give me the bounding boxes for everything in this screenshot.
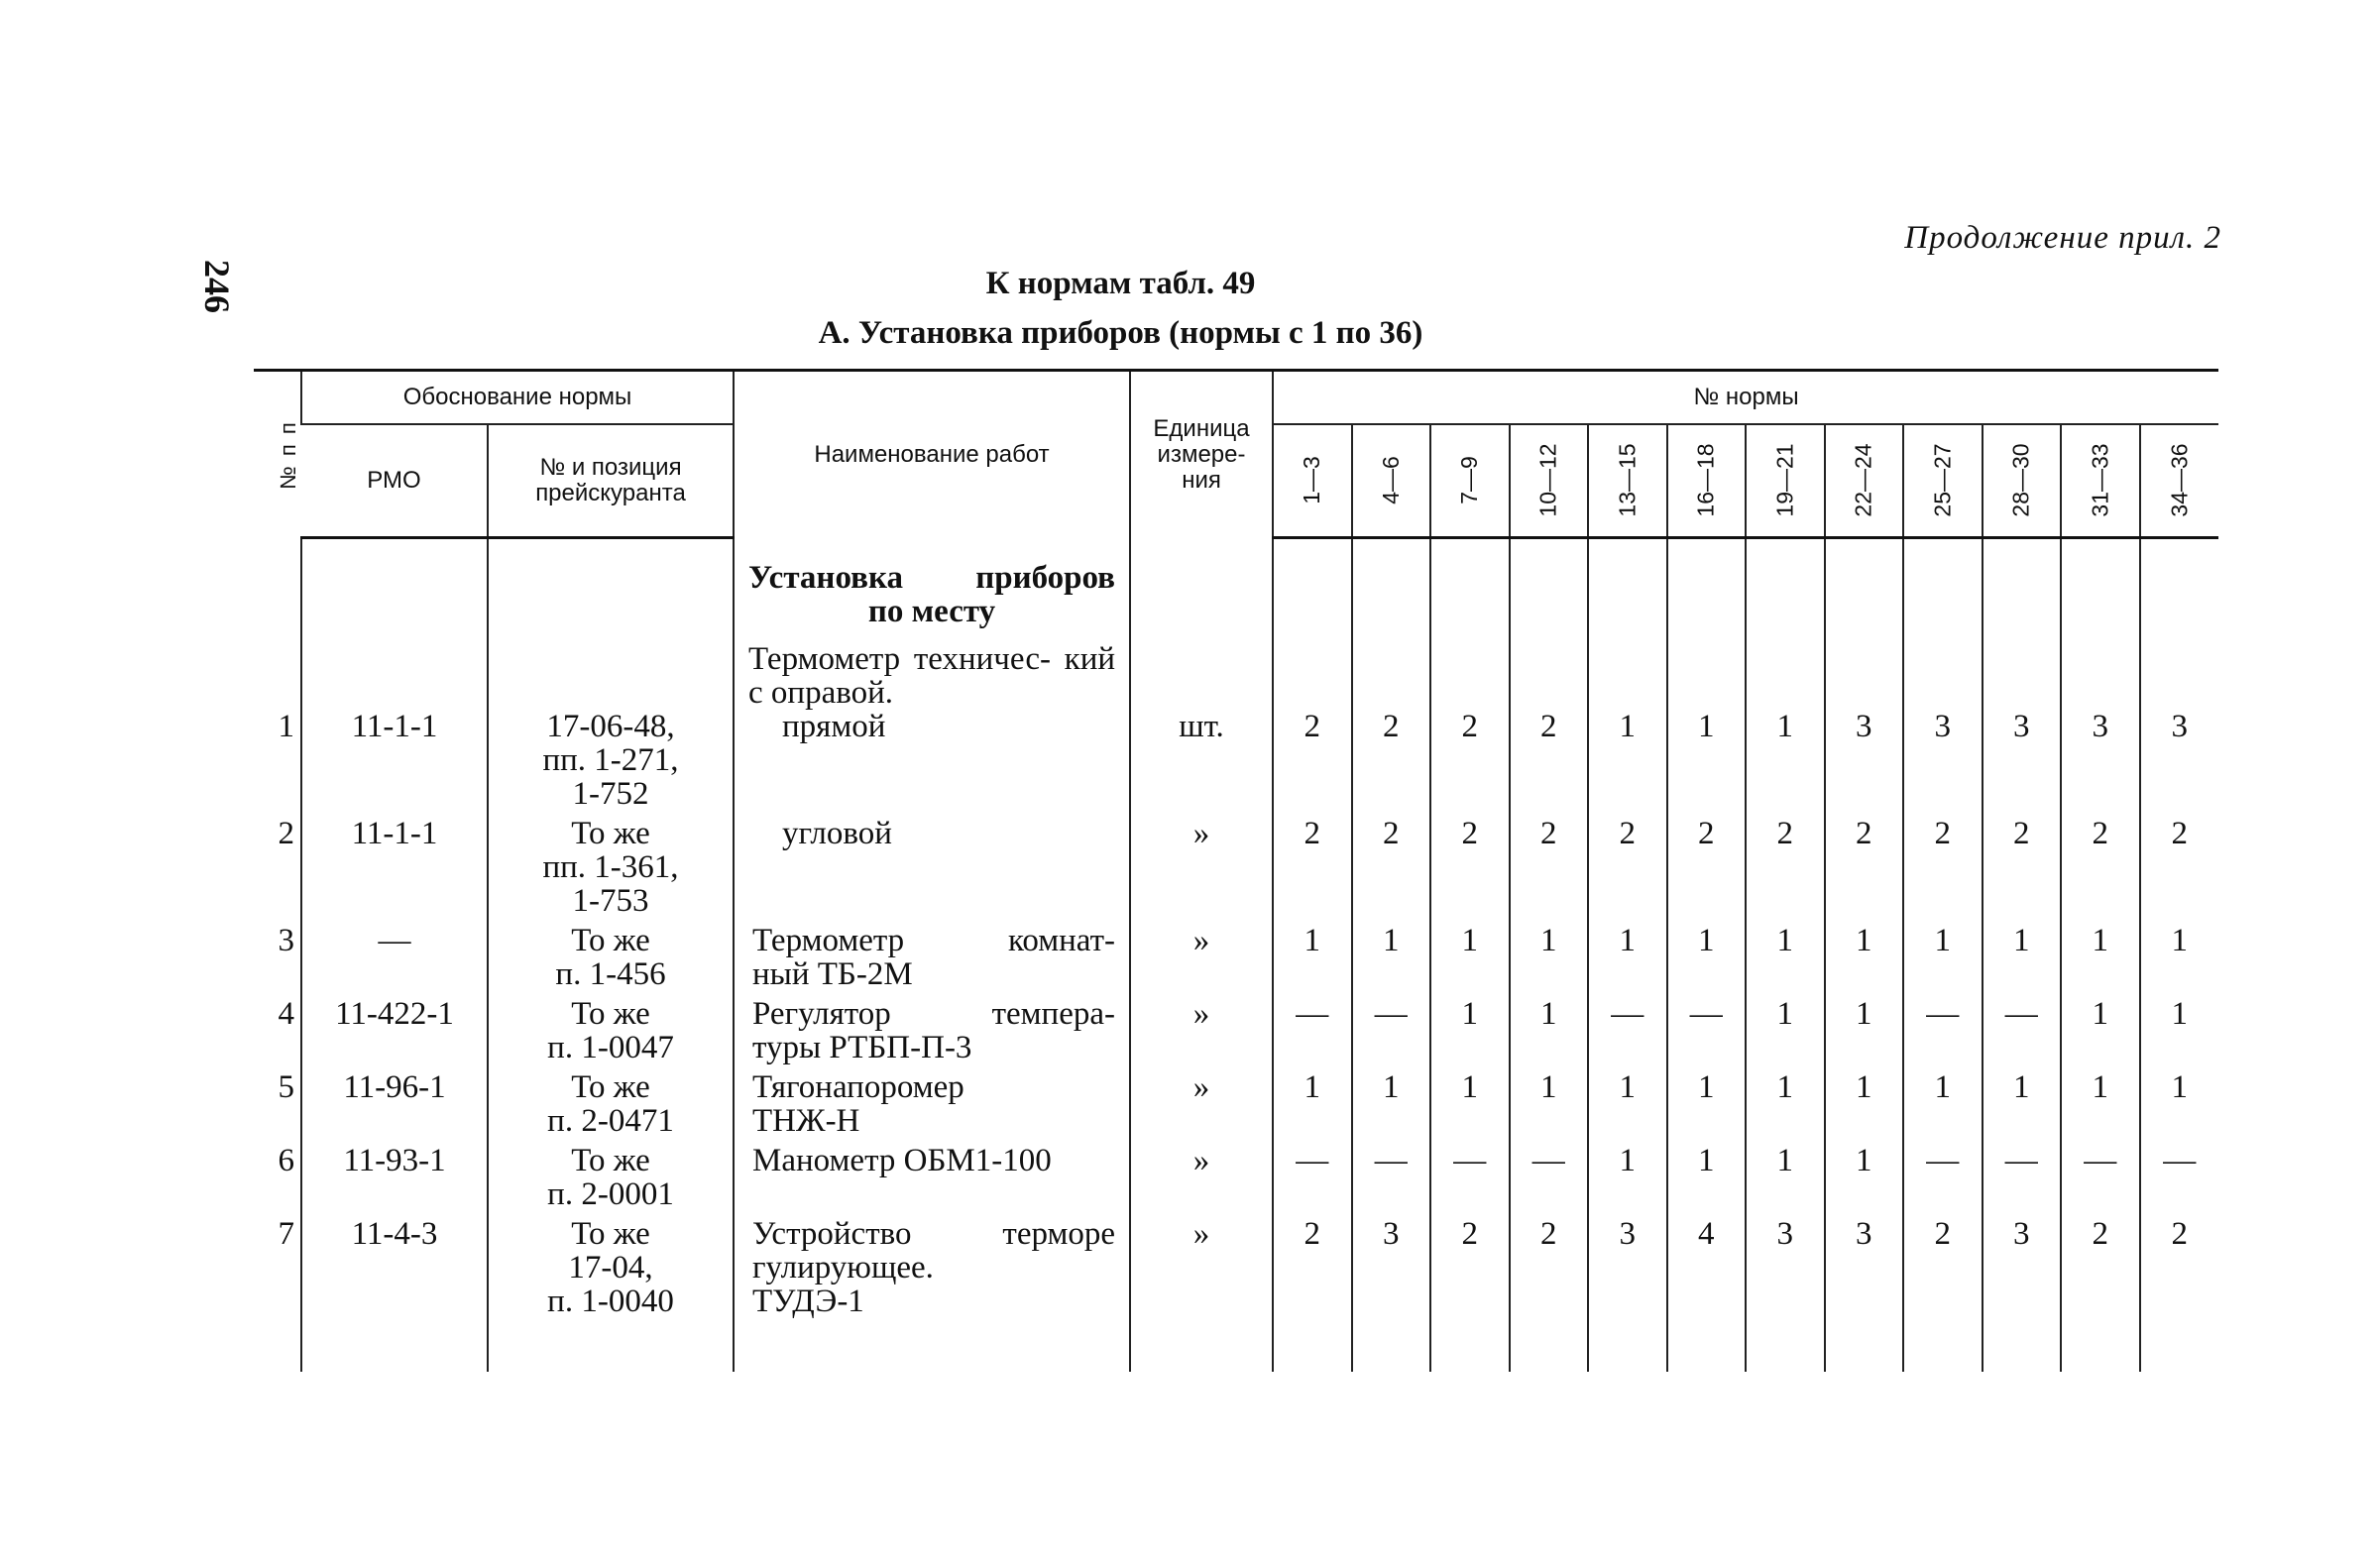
work-line: Устройство терморе	[752, 1216, 1116, 1252]
intro-line: Термометр техничес- кий с оправой.	[748, 641, 1116, 711]
norm-value: 2	[1510, 817, 1589, 924]
table-cell	[1352, 538, 1431, 562]
table-cell	[1903, 561, 1983, 710]
table-cell	[1510, 538, 1589, 562]
header-norm-col: 13—15	[1588, 424, 1667, 538]
norm-value: —	[1273, 1144, 1352, 1217]
norm-value: 1	[1352, 924, 1431, 997]
norm-value: 2	[1746, 817, 1825, 924]
price-position	[488, 710, 734, 817]
work-line: Регулятор темпера-	[752, 996, 1116, 1032]
table-body	[254, 538, 2218, 1373]
norm-value: —	[1903, 997, 1983, 1070]
norm-value: —	[1352, 1144, 1431, 1217]
norm-value: 1	[1352, 1070, 1431, 1144]
norm-value: 1	[2061, 924, 2140, 997]
work-line: ный ТБ-2М	[752, 956, 913, 992]
norm-value: 1	[1510, 997, 1589, 1070]
norm-value: 4	[1667, 1217, 1747, 1324]
table-cell	[488, 1324, 734, 1372]
norm-value: 3	[1825, 1217, 1904, 1324]
table-cell	[1510, 1324, 1589, 1372]
norm-value: 1	[2140, 997, 2219, 1070]
norm-value: 1	[1746, 1144, 1825, 1217]
page-number: 246	[197, 260, 237, 313]
price-line: То же	[571, 1069, 650, 1105]
norm-value: —	[2061, 1144, 2140, 1217]
table-cell	[254, 561, 301, 710]
price-line: То же	[571, 1143, 650, 1178]
table-cell	[254, 538, 301, 562]
norm-value: 1	[1430, 997, 1510, 1070]
table-cell	[1273, 1324, 1352, 1372]
norm-value: 1	[1510, 924, 1589, 997]
table-cell	[1825, 561, 1904, 710]
work-line: туры РТБП-П-3	[752, 1030, 972, 1065]
table-header	[254, 371, 2218, 538]
norm-value: 1	[1667, 1144, 1747, 1217]
rmo-code: 11-1-1	[301, 710, 488, 817]
norm-value: 1	[1746, 924, 1825, 997]
norm-value: 1	[1983, 1070, 2062, 1144]
header-norm-col: 10—12	[1510, 424, 1589, 538]
norm-value: —	[1352, 997, 1431, 1070]
table-cell	[2140, 538, 2219, 562]
table-cell	[1273, 561, 1352, 710]
continuation-note: Продолжение прил. 2	[1904, 220, 2221, 256]
rmo-code: 11-422-1	[301, 997, 488, 1070]
norm-value: 1	[1825, 1144, 1904, 1217]
unit: »	[1130, 1144, 1273, 1217]
table-cell	[734, 1324, 1130, 1372]
table-cell	[1746, 561, 1825, 710]
table-row	[254, 1144, 2218, 1217]
price-line: п. 2-0471	[547, 1103, 674, 1139]
work-line: ТНЖ-Н	[752, 1103, 860, 1139]
price-line: 1-753	[572, 883, 649, 919]
row-number: 2	[278, 816, 294, 851]
rmo-code: 11-93-1	[301, 1144, 488, 1217]
norm-value: 2	[2140, 817, 2219, 924]
price-line: 1-752	[572, 776, 649, 812]
table-cell	[1746, 1324, 1825, 1372]
table-cell	[1588, 1324, 1667, 1372]
unit: »	[1130, 817, 1273, 924]
unit: »	[1130, 1070, 1273, 1144]
work-name	[734, 817, 1130, 924]
price-position	[488, 997, 734, 1070]
rmo-code: —	[301, 924, 488, 997]
header-price-position: № и позиция прейскуранта	[488, 424, 734, 538]
work-line: Термометр комнат-	[752, 923, 1116, 958]
unit: »	[1130, 997, 1273, 1070]
norm-value: 1	[2140, 1070, 2219, 1144]
norm-value: —	[1983, 997, 2062, 1070]
norm-value: 2	[1510, 710, 1589, 817]
table-row	[254, 1217, 2218, 1324]
price-line: п. 1-0047	[547, 1030, 674, 1065]
price-line: пп. 1-361,	[542, 849, 679, 885]
table-cell	[1746, 538, 1825, 562]
work-line: гулирующее.	[752, 1250, 934, 1286]
norm-value: 1	[1746, 710, 1825, 817]
table-cell	[1667, 561, 1747, 710]
table-cell	[1352, 1324, 1431, 1372]
norm-value: 2	[1903, 817, 1983, 924]
table-cell	[1983, 1324, 2062, 1372]
norm-value: 1	[1510, 1070, 1589, 1144]
table-cell	[1983, 561, 2062, 710]
norm-value: 1	[1588, 924, 1667, 997]
table-row	[254, 817, 2218, 924]
table-cell	[1130, 561, 1273, 710]
price-position	[488, 1217, 734, 1324]
table-row	[254, 710, 2218, 817]
table-cell	[301, 561, 488, 710]
norm-value: 2	[1273, 817, 1352, 924]
norm-value: —	[2140, 1144, 2219, 1217]
table-cell	[1130, 538, 1273, 562]
norm-value: 1	[1667, 710, 1747, 817]
norm-value: 2	[2061, 817, 2140, 924]
table-cell	[1510, 561, 1589, 710]
work-line: Тягонапоромер	[752, 1069, 964, 1105]
table-cell	[2140, 561, 2219, 710]
price-line: пп. 1-271,	[542, 742, 679, 778]
norm-value: 2	[1667, 817, 1747, 924]
price-line: п. 1-0040	[547, 1284, 674, 1319]
norm-value: 1	[1588, 1070, 1667, 1144]
row-number: 7	[278, 1216, 294, 1252]
norm-value: 1	[1746, 1070, 1825, 1144]
norm-value: 1	[1825, 997, 1904, 1070]
table-cell	[734, 538, 1130, 562]
header-norm-group: № нормы	[1273, 371, 2218, 425]
header-norm-col: 34—36	[2140, 424, 2219, 538]
work-name	[734, 710, 1130, 817]
price-position	[488, 924, 734, 997]
header-norm-col: 28—30	[1983, 424, 2062, 538]
table-subtitle: А. Установка приборов (нормы с 1 по 36)	[818, 315, 1423, 351]
table-cell	[1667, 1324, 1747, 1372]
table-cell	[1273, 538, 1352, 562]
norm-value: 3	[1588, 1217, 1667, 1324]
work-name	[734, 924, 1130, 997]
norm-value: 3	[1825, 710, 1904, 817]
price-position	[488, 1070, 734, 1144]
row-number: 5	[278, 1069, 294, 1105]
price-line: То же	[571, 816, 650, 851]
norm-value: 2	[1430, 1217, 1510, 1324]
norm-value: 3	[1746, 1217, 1825, 1324]
norm-value: 1	[1746, 997, 1825, 1070]
row-number: 1	[278, 709, 294, 744]
work-name	[734, 997, 1130, 1070]
norm-value: 3	[1983, 710, 2062, 817]
work-line: Манометр ОБМ1-100	[752, 1143, 1052, 1178]
norm-value: —	[1510, 1144, 1589, 1217]
table-cell	[1667, 538, 1747, 562]
norm-value: 1	[1825, 924, 1904, 997]
norm-value: 1	[1667, 924, 1747, 997]
rmo-code: 11-1-1	[301, 817, 488, 924]
price-line: То же	[571, 1216, 650, 1252]
norm-value: 1	[1588, 1144, 1667, 1217]
norm-value: 3	[1983, 1217, 2062, 1324]
norm-value: 2	[1825, 817, 1904, 924]
norm-value: —	[1430, 1144, 1510, 1217]
table-cell	[488, 561, 734, 710]
work-name	[734, 1144, 1130, 1217]
unit: »	[1130, 1217, 1273, 1324]
norm-value: 1	[1983, 924, 2062, 997]
table-cell	[1825, 538, 1904, 562]
header-row-number: № п п	[254, 371, 301, 538]
table-row	[254, 924, 2218, 997]
price-line: п. 2-0001	[547, 1176, 674, 1212]
norm-value: 1	[1903, 1070, 1983, 1144]
table-row	[254, 997, 2218, 1070]
price-line: То же	[571, 996, 650, 1032]
table-cell	[254, 1324, 301, 1372]
rmo-code: 11-4-3	[301, 1217, 488, 1324]
norm-value: 1	[1588, 710, 1667, 817]
row-number: 3	[278, 923, 294, 958]
price-line: п. 1-456	[555, 956, 666, 992]
row-number: 4	[278, 996, 294, 1032]
table-cell	[2140, 1324, 2219, 1372]
work-name	[734, 1217, 1130, 1324]
table-cell	[301, 538, 488, 562]
norm-value: 2	[1430, 710, 1510, 817]
section-subtitle: по месту	[867, 594, 996, 629]
header-basis-group: Обоснование нормы	[301, 371, 734, 425]
section-title: Установка приборов	[748, 560, 1116, 596]
price-line: 17-06-48,	[546, 709, 675, 744]
header-norm-col: 25—27	[1903, 424, 1983, 538]
table-cell	[2061, 538, 2140, 562]
work-line: угловой	[782, 816, 892, 851]
rmo-code: 11-96-1	[301, 1070, 488, 1144]
norm-value: 2	[1510, 1217, 1589, 1324]
norm-value: 3	[1352, 1217, 1431, 1324]
unit: »	[1130, 924, 1273, 997]
table-cell	[1983, 538, 2062, 562]
norm-value: 2	[1430, 817, 1510, 924]
header-norm-col: 1—3	[1273, 424, 1352, 538]
norm-value: 1	[1430, 1070, 1510, 1144]
table-cell	[1588, 561, 1667, 710]
norm-value: 2	[1983, 817, 2062, 924]
norm-value: 1	[2061, 1070, 2140, 1144]
norm-value: 1	[1903, 924, 1983, 997]
unit: шт.	[1130, 710, 1273, 817]
header-norm-col: 19—21	[1746, 424, 1825, 538]
table-cell	[1430, 561, 1510, 710]
header-work-name: Наименование работ	[734, 371, 1130, 538]
price-line: 17-04,	[568, 1250, 653, 1286]
table-cell	[1588, 538, 1667, 562]
work-line: ТУДЭ-1	[752, 1284, 864, 1319]
table-cell	[1130, 1324, 1273, 1372]
norm-value: 1	[1273, 924, 1352, 997]
price-position	[488, 1144, 734, 1217]
norm-value: 1	[1825, 1070, 1904, 1144]
norm-value: 3	[1903, 710, 1983, 817]
work-name	[734, 1070, 1130, 1144]
price-position	[488, 817, 734, 924]
header-unit: Единица измере- ния	[1130, 371, 1273, 538]
table-cell	[1430, 1324, 1510, 1372]
norm-value: —	[1983, 1144, 2062, 1217]
header-norm-col: 7—9	[1430, 424, 1510, 538]
table-row	[254, 1070, 2218, 1144]
header-norm-col: 4—6	[1352, 424, 1431, 538]
norm-value: 2	[1588, 817, 1667, 924]
table-cell	[1903, 538, 1983, 562]
header-norm-col: 31—33	[2061, 424, 2140, 538]
page-title: К нормам табл. 49	[985, 266, 1256, 301]
norm-value: 2	[1273, 710, 1352, 817]
norm-value: 2	[1273, 1217, 1352, 1324]
norm-value: 2	[2140, 1217, 2219, 1324]
header-norm-col: 16—18	[1667, 424, 1747, 538]
price-line: То же	[571, 923, 650, 958]
table-cell	[2061, 1324, 2140, 1372]
norms-table	[254, 369, 2218, 1372]
norm-value: 2	[1352, 817, 1431, 924]
norm-value: 1	[2140, 924, 2219, 997]
table-cell	[301, 1324, 488, 1372]
norm-value: —	[1667, 997, 1747, 1070]
work-line: прямой	[782, 709, 886, 744]
table-cell	[488, 538, 734, 562]
section-title-cell	[734, 561, 1130, 710]
header-rmo: РМО	[301, 424, 488, 538]
header-norm-col: 22—24	[1825, 424, 1904, 538]
norm-value: 1	[1430, 924, 1510, 997]
table-cell	[1825, 1324, 1904, 1372]
norm-value: 2	[2061, 1217, 2140, 1324]
norm-value: 2	[1903, 1217, 1983, 1324]
table-cell	[1903, 1324, 1983, 1372]
norm-value: 1	[1273, 1070, 1352, 1144]
norm-value: 3	[2140, 710, 2219, 817]
norm-value: —	[1903, 1144, 1983, 1217]
table-cell	[1430, 538, 1510, 562]
norm-value: 2	[1352, 710, 1431, 817]
norm-value: 1	[2061, 997, 2140, 1070]
table-cell	[1352, 561, 1431, 710]
row-number: 6	[278, 1143, 294, 1178]
norm-value: 1	[1667, 1070, 1747, 1144]
norm-value: —	[1588, 997, 1667, 1070]
norm-value: —	[1273, 997, 1352, 1070]
table-cell	[2061, 561, 2140, 710]
norm-value: 3	[2061, 710, 2140, 817]
